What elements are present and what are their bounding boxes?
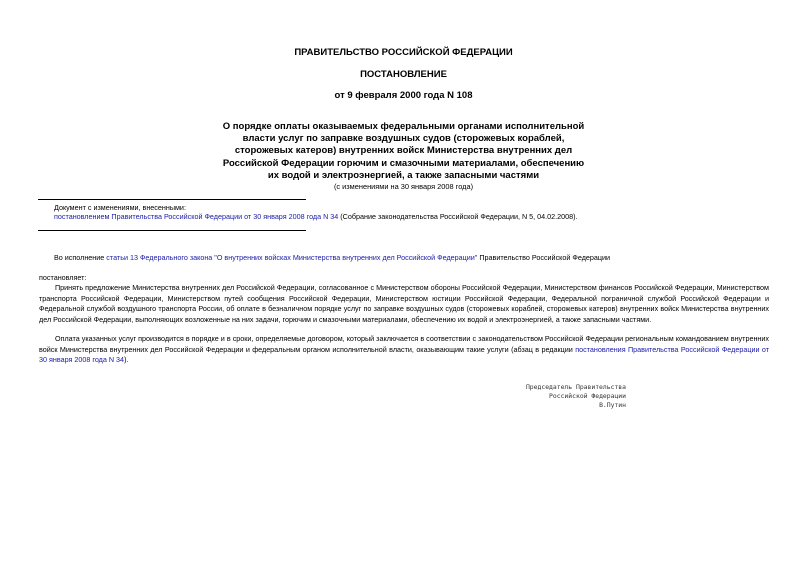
- document-date-number: от 9 февраля 2000 года N 108: [334, 90, 473, 101]
- title-line: О порядке оплаты оказываемых федеральными органами исполнительной: [222, 121, 585, 132]
- document-type-heading: ПОСТАНОВЛЕНИЕ: [360, 69, 447, 80]
- decrees-word: постановляет:: [39, 273, 87, 282]
- signature-block: [470, 383, 626, 410]
- amendment-source: (Собрание законодательства Российской Федерации, N 5, 04.02.2008).: [338, 212, 578, 221]
- paragraph-2-end: ).: [124, 355, 129, 365]
- signature-position: Председатель Правительства: [525, 383, 626, 391]
- document-title: [0, 121, 807, 182]
- government-heading: ПРАВИТЕЛЬСТВО РОССИЙСКОЙ ФЕДЕРАЦИИ: [294, 47, 513, 58]
- title-line: Российской Федерации горючим и смазочными материалами, обеспечению: [222, 157, 585, 169]
- intro-sentence: [54, 253, 610, 262]
- divider-top: [38, 199, 306, 200]
- amendment-link[interactable]: постановлением Правительства Российской Федерации от 30 января 2008 года N 34: [54, 212, 339, 221]
- signature-name: В.Путин: [599, 401, 626, 409]
- paragraph-1: Принять предложение Министерства внутренних дел Российской Федерации, согласованное с Министерством обороны Российской Федерации, Министерством финансов Российской Федерации, Министерством транспорта Российской Федерации, Министерством путей сообщения Российской Федерации, Министерством юстиции Российской Федерации, Федеральной пограничной службой Российской Федерации и Федеральной службой воздушного транспорта России, об оплате в безналичном порядке услуг по заправке воздушных судов (сторожевых кораблей, сторожевых катеров) внутренних войск Министерства внутренних дел Российской Федерации, выполняющих возложенные на них задачи, горючим и смазочными материалами, обеспечению их водой и электроэнергией, а также запасными частями.: [39, 283, 769, 325]
- amendment-link-inline[interactable]: постановления Правительства Российской Федерации от 30 января 2008 года N 34: [39, 344, 770, 365]
- title-line: сторожевых катеров) внутренних войск Министерства внутренних дел: [234, 145, 573, 157]
- paragraph-2-text: Оплата указанных услуг производится в порядке и в сроки, определяемые договором, который заключается в соответствии с законодательством Российской Федерации региональным командованием внутренних войск Министерства внутренних дел Российской Федерации и федеральным органом исполнительной власти, оказывающим такие услуги (абзац в редакции: [39, 334, 769, 354]
- divider-bottom: [38, 230, 306, 231]
- amendment-reference: [54, 212, 578, 221]
- intro-after: Правительство Российской Федерации: [477, 253, 611, 262]
- intro-before: Во исполнение: [54, 253, 107, 262]
- law-article-link[interactable]: статьи 13 Федерального закона "О внутренних войсках Министерства внутренних дел Российской Федерации": [106, 253, 478, 262]
- signature-country: Российской Федерации: [549, 392, 626, 400]
- title-line: власти услуг по заправке воздушных судов (сторожевых кораблей,: [242, 133, 565, 145]
- title-line: их водой и электроэнергией, а также запасными частями: [267, 169, 540, 181]
- edits-note: (с изменениями на 30 января 2008 года): [333, 182, 474, 191]
- amendment-label: Документ с изменениями, внесенными:: [54, 203, 186, 212]
- paragraph-2: [39, 334, 769, 366]
